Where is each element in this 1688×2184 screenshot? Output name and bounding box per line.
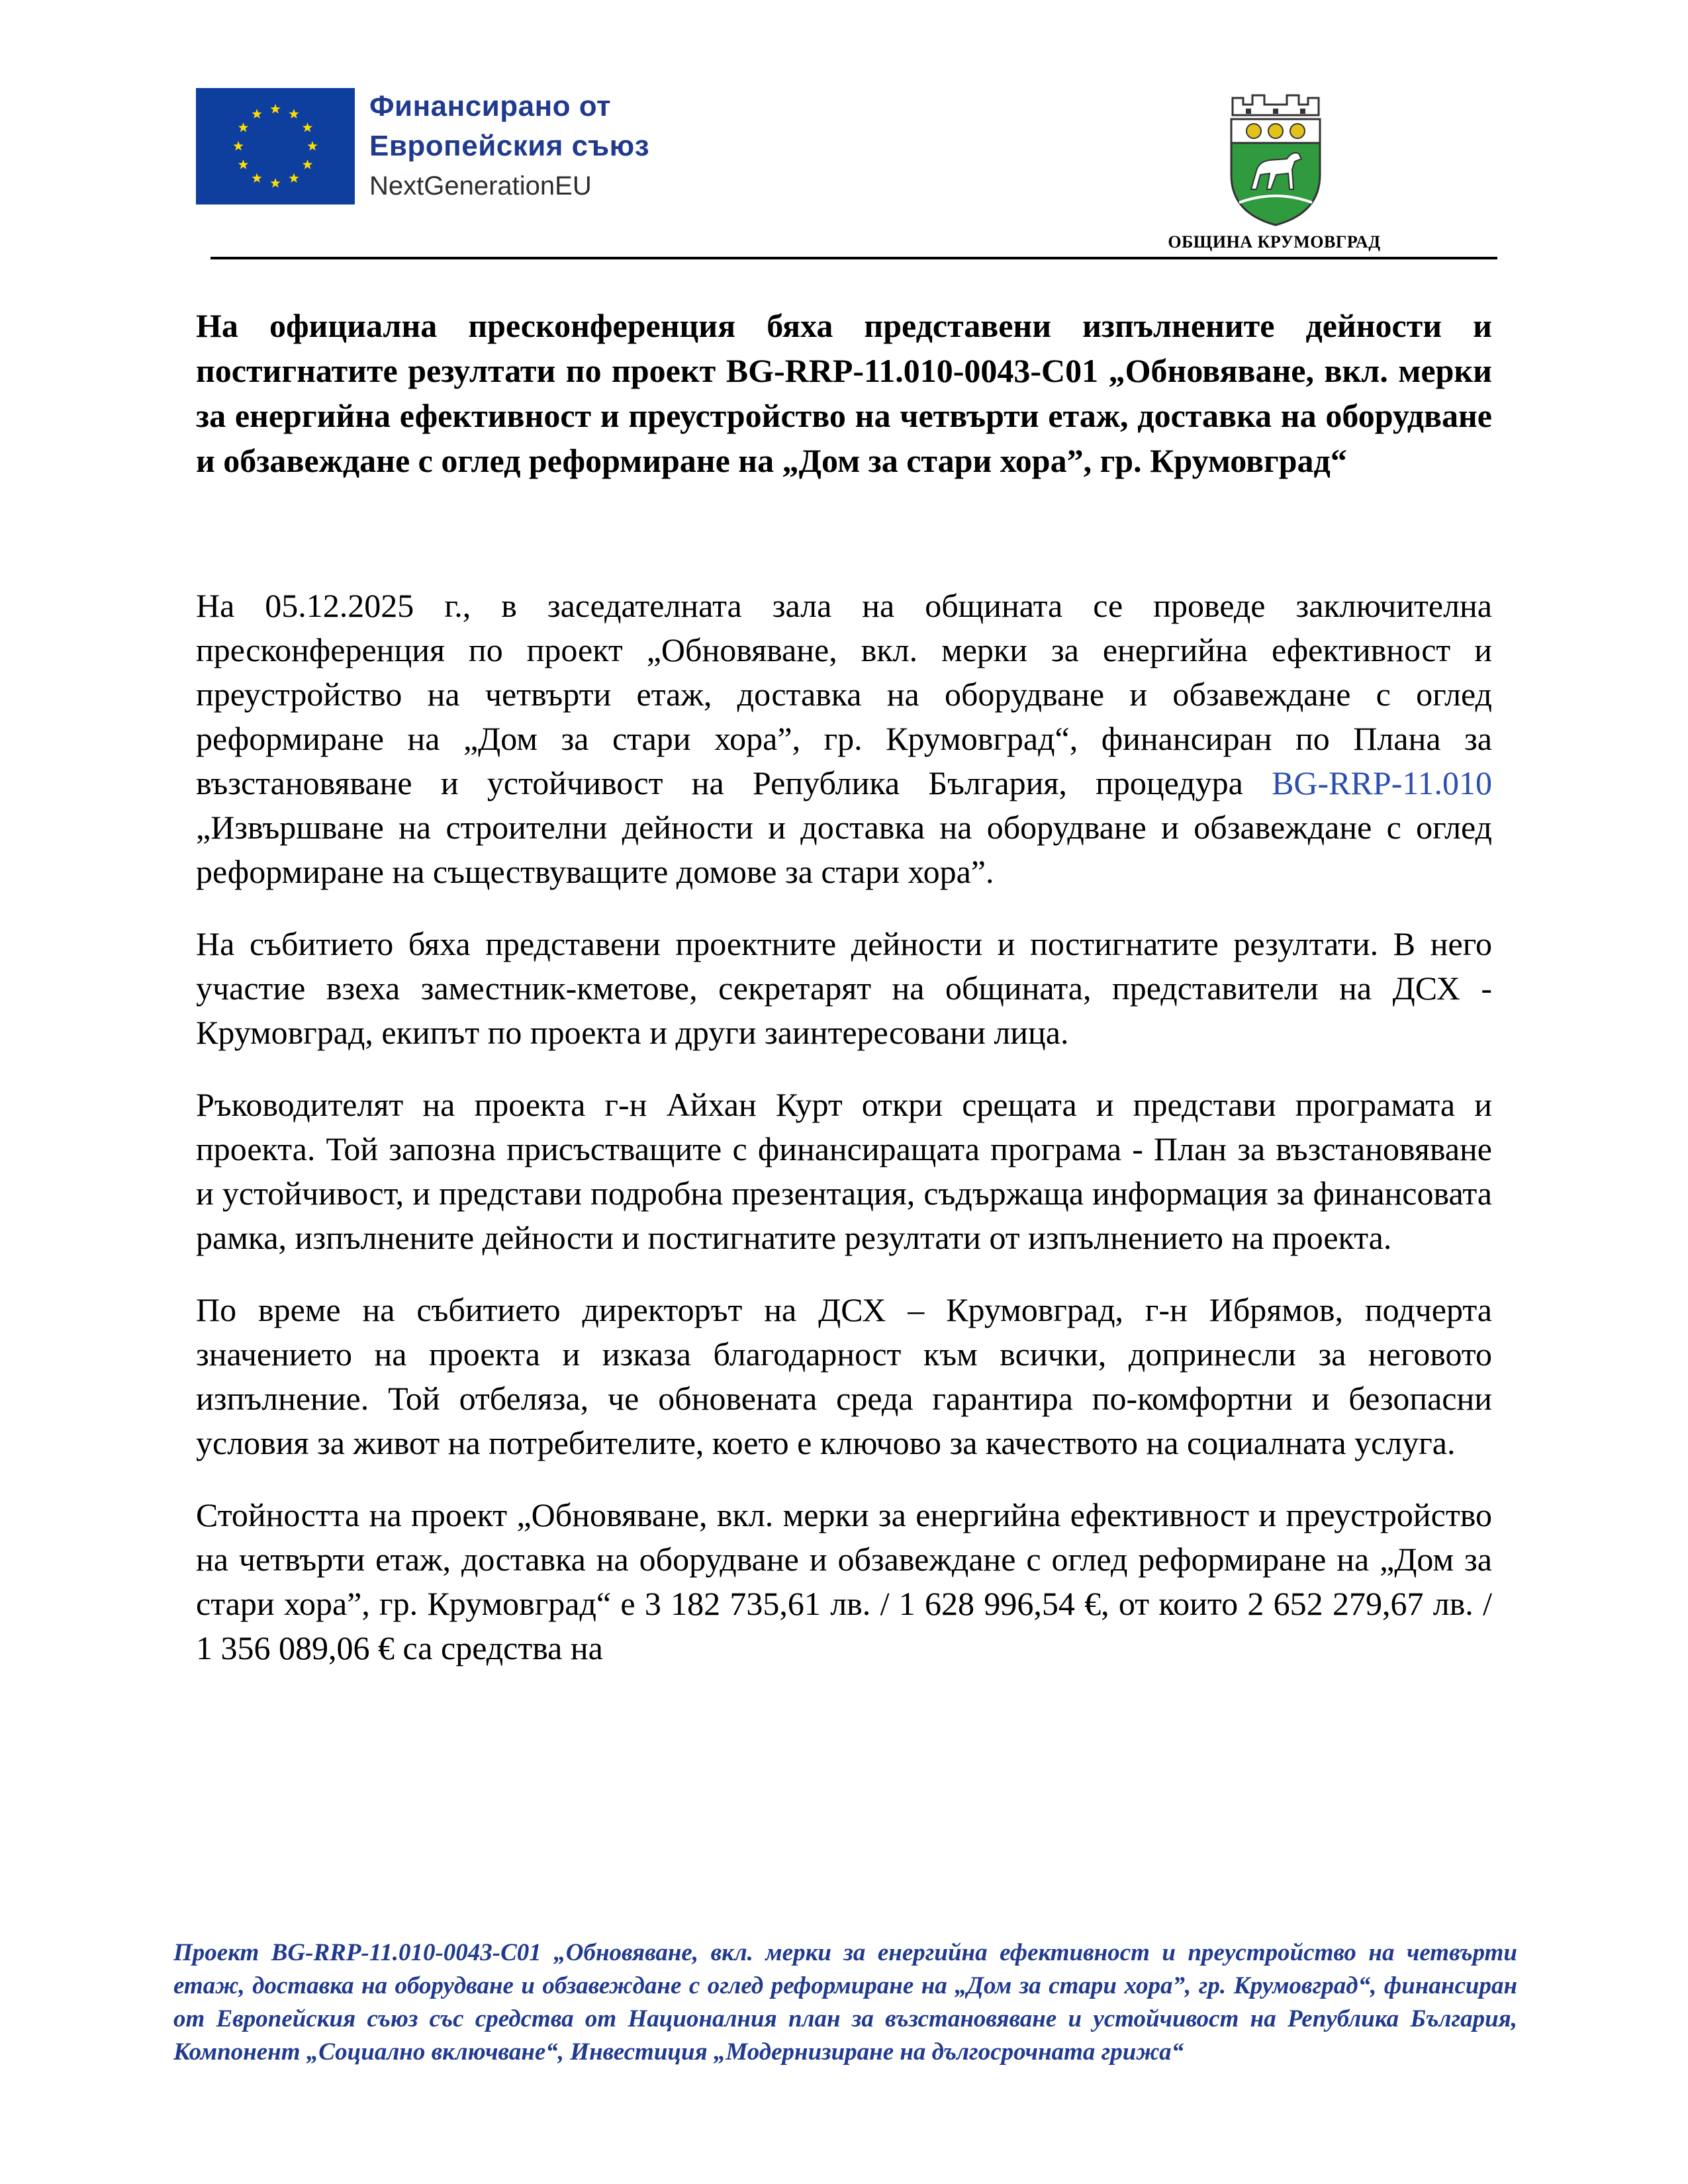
paragraph-3: Ръководителят на проекта г-н Айхан Курт откри срещата и представи програмата и проекта. Той запозна присъстващите с финансиращата програма - План за възстановяване и устойчивост, и представи подробна презентация, съдържаща информация за финансовата рамка, изпълнените дейности и постигнатите резултати от изпълнението на проекта. [196,1086,1492,1256]
paragraph-4: По време на събитието директорът на ДСХ – Крумовград, г-н Ибрямов, подчерта значението на проекта и изказа благодарност към всички, допринесли за неговото изпълнение. Той отбеляза, че обновената среда гарантира по-комфортни и безопасни условия за живот на потребителите, което е ключово за качеството на социалната услуга. [196,1291,1492,1461]
eu-star-icon [252,173,261,183]
paragraph-5: Стойността на проект „Обновяване, вкл. мерки за енергийна ефективност и преустройство на четвърти етаж, доставка на оборудване и обзавеждане с оглед реформиране на „Дом за стари хора”, гр. Крумовград“ е 3 182 735,61 лв. / 1 628 996,54 €, от които 2 652 279,67 лв. / 1 356 089,06 € са средства на [196,1496,1492,1666]
paragraph-1-text-b: „Извършване на строителни дейности и доставка на оборудване и обзавеждане с оглед реформиране на съществуващите домове за стари хора”. [196,809,1492,890]
project-footer-note: Проект BG-RRP-11.010-0043-C01 „Обновяване, вкл. мерки за енергийна ефективност и преустройство на четвърти етаж, доставка на оборудване и обзавеждане с оглед реформиране на „Дом за стари хора”, гр. Крумовград“, финансиран от Европейския съюз със средства от Националния план за възстановяване и устойчивост на Република България, Компонент „Социално включване“, Инвестиция „Модернизиране на дългосрочната грижа“ [173,1939,1517,2066]
eu-star-icon [238,159,248,169]
eu-star-icon [252,109,261,118]
press-release-body [196,584,1492,1698]
eu-logo-line-3: NextGenerationEU [369,171,592,201]
municipal-crest-icon [1213,90,1338,229]
paragraph-2: На събитието бяха представени проектните дейности и постигнатите резултати. В него участие взеха заместник-кметове, секретарят на общината, представители на ДСХ - Крумовград, екипът по проекта и други заинтересовани лица. [196,925,1492,1051]
press-release-title: На официална пресконференция бяха представени изпълнените дейности и постигнатите резултати по проект BG-RRP-11.010-0043-C01 „Обновяване, вкл. мерки за енергийна ефективност и преустройство на четвърти етаж, доставка на оборудване и обзавеждане с оглед реформиране на „Дом за стари хора”, гр. Крумовград“ [196,307,1492,479]
eu-flag-icon [196,88,355,205]
eu-logo-line-1: Финансирано от [369,90,612,122]
eu-logo-line-2: Европейския съюз [369,130,650,162]
eu-star-icon [307,141,317,150]
municipality-name: ОБЩИНА КРУМОВГРАД [1168,232,1381,251]
header-divider [211,257,1497,259]
eu-logo-text [369,87,649,206]
paragraph-1-text-a: На 05.12.2025 г., в заседателната зала на общината се проведе заключителна пресконференция по проект „Обновяване, вкл. мерки за енергийна ефективност и преустройство на четвърти етаж, доставка на оборудване и обзавеждане с оглед реформиране на „Дом за стари хора”, гр. Крумовград“, финансиран по Плана за възстановяване и устойчивост на Република България, процедура [196,587,1492,801]
eu-star-icon [270,178,280,187]
eu-star-icon [289,173,299,183]
eu-star-icon [303,122,312,132]
eu-star-icon [270,104,280,113]
procedure-link[interactable]: BG-RRP-11.010 [1272,764,1492,801]
paragraph-1 [196,584,1492,894]
eu-star-icon [303,159,312,169]
eu-star-icon [238,122,248,132]
eu-funding-logo [196,87,649,206]
eu-star-icon [233,141,243,150]
eu-star-icon [289,109,299,118]
